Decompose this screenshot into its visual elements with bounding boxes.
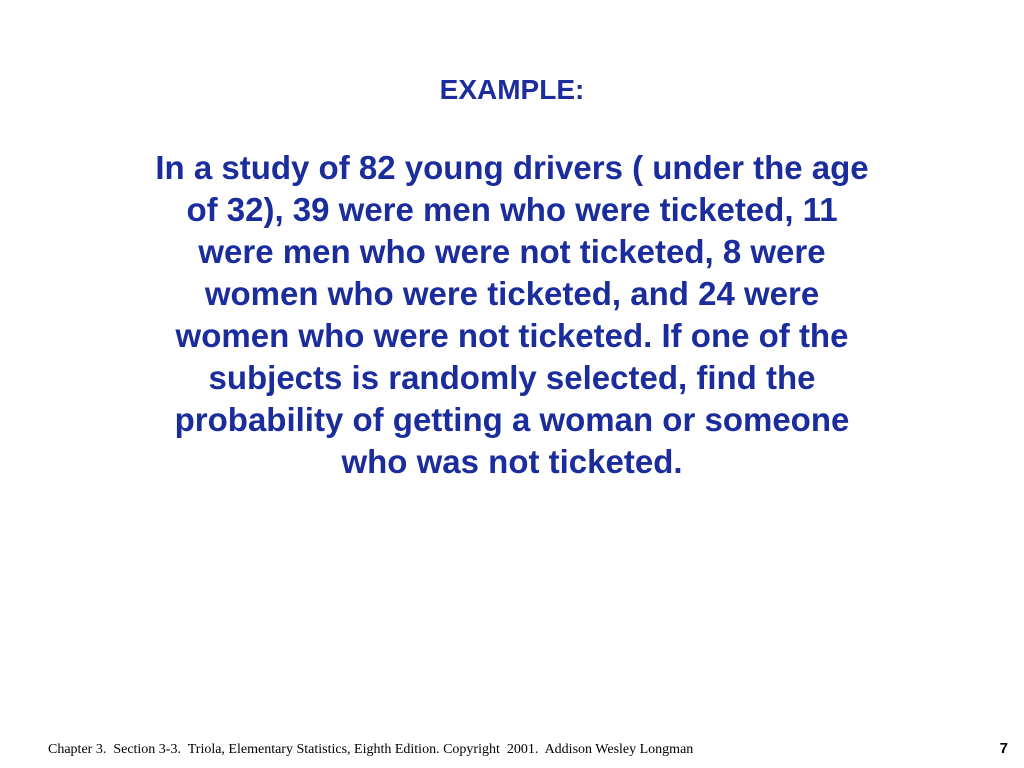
- example-problem-text: In a study of 82 young drivers ( under the age of 32), 39 were men who were ticketed, 11 were men who were not ticketed, 8 were women who were ticketed, and 24 were women who were not ticketed. If one of the subjects is randomly selected, find the probability of getting a woman or someone who was not ticketed.: [155, 149, 869, 480]
- footer-citation: Chapter 3. Section 3-3. Triola, Elementary Statistics, Eighth Edition. Copyright 2001. Addison Wesley Longman: [48, 742, 694, 757]
- slide-page-number: 7: [999, 740, 1008, 757]
- slide-title: EXAMPLE:: [439, 74, 585, 105]
